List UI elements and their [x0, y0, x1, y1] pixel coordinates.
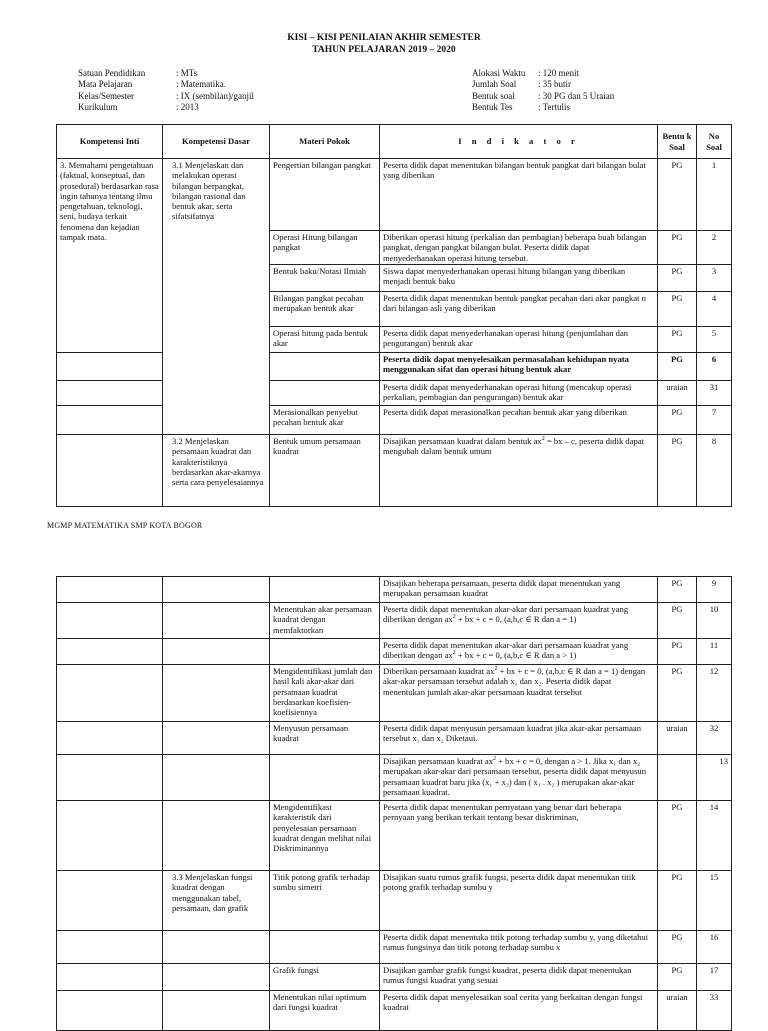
- cell-no: 1: [697, 159, 732, 231]
- cell-no: 8: [697, 435, 732, 507]
- cell-bentuk: PG: [658, 964, 697, 991]
- title-line-2: TAHUN PELAJARAN 2019 – 2020: [312, 45, 456, 55]
- cell-no: 14: [697, 801, 732, 871]
- superscript: 2: [541, 436, 545, 443]
- indikator-text: + bx + c = 0, (a,b,c ∈ R dan a = 1) dengan akar-akar persamaan tersebut adalah x₁ dan x₂. Peserta didik dapat menentukan jumlah akar-akar persamaan kuadrat tersebut: [383, 666, 646, 697]
- cell-indikator: Peserta didik dapat menyusun persamaan kuadrat jika akar-akar persamaan tersebut x₁ dan x₂ Diketaui.: [380, 722, 658, 755]
- cell-indikator: [380, 665, 658, 722]
- meta-value: : 2013: [176, 101, 199, 112]
- indikator-text: Peserta didik dapat menentukan akar-akar dari persamaan kuadrat yang diberikan dengan ax: [383, 640, 629, 661]
- meta-value: : IX (sembilan)/ganjil: [176, 90, 254, 101]
- table-row: [57, 577, 732, 603]
- table-row: [57, 931, 732, 964]
- cell-no: 16: [697, 931, 732, 964]
- cell-bentuk: PG: [658, 931, 697, 964]
- cell-bentuk: uraian: [658, 381, 697, 406]
- header-indikator: I n d i k a t o r: [380, 125, 658, 159]
- cell-no: 13: [697, 755, 732, 801]
- cell-ki-empty: [57, 964, 163, 991]
- cell-no: 11: [697, 639, 732, 665]
- cell-materi: Menyusun persamaan kuadrat: [270, 722, 380, 755]
- cell-no: 4: [697, 292, 732, 327]
- cell-kd-empty: [163, 665, 270, 722]
- cell-kd-3-2: 3.2 Menjelaskan persamaan kuadrat dan karakteristiknya berdasarkan akar-akarnya serta cara penyelesaiannya: [163, 435, 270, 507]
- meta-left: [78, 68, 254, 113]
- meta-label: Bentuk soal: [472, 90, 515, 101]
- table-row: [57, 665, 732, 722]
- kisi-table-page2: [56, 576, 732, 1031]
- cell-materi: Operasi hitung pada bentuk akar: [270, 327, 380, 353]
- cell-bentuk: PG: [658, 159, 697, 231]
- cell-bentuk: uraian: [658, 991, 697, 1031]
- cell-ki-empty: [57, 435, 163, 507]
- cell-indikator: Disajikan suatu rumus grafik fungsi, peserta didik dapat menentukan titik potong grafik terhadap sumbu y: [380, 871, 658, 931]
- cell-materi: Mengidentifikasi karakteristik dari penyelesaian persamaan kuadrat dengan melihat nilai Diskriminannya: [270, 801, 380, 871]
- cell-kd-empty: [163, 603, 270, 639]
- cell-no: 33: [697, 991, 732, 1031]
- cell-no: 12: [697, 665, 732, 722]
- cell-ki-empty: [57, 577, 163, 603]
- cell-bentuk: PG: [658, 353, 697, 381]
- meta-label: Satuan Pendidikan: [78, 68, 146, 78]
- table-row: [57, 353, 732, 381]
- cell-materi: Mengidentifikasi jumlah dan hasil kali akar-akar dari persamaan kuadrat berdasarkan koefisien-koefisiennya: [270, 665, 380, 722]
- header-materi-pokok: Materi Pokok: [270, 125, 380, 159]
- cell-no: 10: [697, 603, 732, 639]
- superscript: 2: [493, 756, 497, 763]
- cell-kd-empty: [163, 722, 270, 755]
- cell-bentuk: PG: [658, 327, 697, 353]
- cell-bentuk: PG: [658, 265, 697, 292]
- cell-indikator: [380, 755, 658, 801]
- cell-materi: Menentukan akar persamaan kuadrat dengan memfaktorkan: [270, 603, 380, 639]
- title-line-1: KISI – KISI PENILAIAN AKHIR SEMESTER: [287, 33, 481, 43]
- cell-no: 32: [697, 722, 732, 755]
- cell-kd-empty: [163, 964, 270, 991]
- cell-materi: [270, 931, 380, 964]
- cell-indikator: Peserta didik dapat menyelesaikan soal cerita yang berkaitan dengan fungsi kuadrat: [380, 991, 658, 1031]
- cell-bentuk: PG: [658, 435, 697, 507]
- header-kompetensi-inti: Kompetensi Inti: [57, 125, 163, 159]
- cell-bentuk: PG: [658, 292, 697, 327]
- table-row: [57, 159, 732, 231]
- cell-no: 15: [697, 871, 732, 931]
- cell-no: 5: [697, 327, 732, 353]
- table-row: [57, 603, 732, 639]
- table-header-row: [57, 125, 732, 159]
- cell-ki-empty: [57, 991, 163, 1031]
- table-row: [57, 406, 732, 435]
- meta-label: Mata Pelajaran: [78, 79, 133, 90]
- cell-materi: Bilangan pangkat pecahan merupakan bentuk akar: [270, 292, 380, 327]
- indikator-text: + bx + c = 0, (a,b,c ∈ R dan a = 1): [455, 614, 577, 625]
- cell-indikator: [380, 639, 658, 665]
- table-row: [57, 639, 732, 665]
- cell-materi: Pengertian bilangan pangkat: [270, 159, 380, 231]
- cell-ki-empty: [57, 639, 163, 665]
- cell-materi: Merasionalkan penyebut pecahan bentuk akar: [270, 406, 380, 435]
- meta-right: [472, 68, 614, 113]
- indikator-text: + bx + c = 0, (a,b,c ∈ R dan a > 1): [455, 650, 577, 661]
- cell-kd-3-1: 3.1 Menjelaskan dan melakukan operasi bilangan berpangkat, bilangan rasional dan bentuk akar, serta sifatsifatnya: [163, 159, 270, 435]
- meta-label: Jumlah Soal: [472, 79, 517, 90]
- cell-bentuk: PG: [658, 639, 697, 665]
- cell-kd-empty: [163, 755, 270, 801]
- meta-value: : 120 menit: [538, 68, 579, 78]
- cell-kd-empty: [163, 931, 270, 964]
- table-row: [57, 801, 732, 871]
- cell-bentuk: PG: [658, 801, 697, 871]
- cell-indikator: Siswa dapat menyederhanakan operasi hitung bilangan yang diberikan menjadi bentuk baku: [380, 265, 658, 292]
- cell-materi: Menentukan nilai optimum dari fungsi kuadrat: [270, 991, 380, 1031]
- indikator-text: = bx – c, peserta didik dapat mengubah dalam bentuk umum: [383, 436, 645, 457]
- cell-ki: 3. Memahami pengetahuan (faktual, konseptual, dan prosedural) berdasarkan rasa ingin tahunya tentang ilmu pengetahuan, teknologi, seni, budaya terkait fenomena dan kejadian tampak mata.: [57, 159, 163, 353]
- cell-bentuk: [658, 755, 697, 801]
- indikator-text: Peserta didik dapat menentukan akar-akar dari persamaan kuadrat yang diberikan dengan ax: [383, 604, 629, 625]
- cell-no: 6: [697, 353, 732, 381]
- indikator-text: + bx + c = 0, dengan a > 1. Jika x₁ dan x₂ merupakan akar-akar dari persamaan tersebut, peserta didik dapat menyusun persamaan kuadrat baru jika (x₁ + x₂) dan ( x₁ . x₂ ) merupakan akar-akar persamaan kuadrat.: [383, 756, 647, 797]
- cell-materi: [270, 381, 380, 406]
- cell-kd-empty: [163, 639, 270, 665]
- table-row: [57, 435, 732, 507]
- header-bentuk-soal: Bentu k Soal: [658, 125, 697, 159]
- table-row: [57, 722, 732, 755]
- cell-indikator: [380, 435, 658, 507]
- table-row: [57, 381, 732, 406]
- cell-ki-empty: [57, 353, 163, 381]
- cell-materi: Operasi Hitung bilangan pangkat: [270, 231, 380, 265]
- cell-bentuk: PG: [658, 577, 697, 603]
- header-no-soal: No Soal: [697, 125, 732, 159]
- cell-indikator: Disajikan beberapa persamaan, peserta didik dapat menentukan yang merupakan persamaan kuadrat: [380, 577, 658, 603]
- cell-materi: Bentuk baku/Notasi Ilmiah: [270, 265, 380, 292]
- cell-indikator: Disajikan gambar grafik fungsi kuadrat, peserta didik dapat menentukan rumus fungsi kuadrat yang sesuai: [380, 964, 658, 991]
- cell-indikator: Peserta didik dapat menentukan bentuk pangkat pecahan dari akar pangkat n dari bilangan asli yang diberikan: [380, 292, 658, 327]
- indikator-text: Disajikan persamaan kuadrat dalam bentuk ax: [383, 436, 542, 446]
- table-row: [57, 991, 732, 1031]
- cell-bentuk: PG: [658, 871, 697, 931]
- meta-label: Alokasi Waktu: [472, 68, 526, 78]
- cell-indikator: Peserta didik dapat menentuka titik potong terhadap sumbu y, yang diketahui rumus fungsinya dan titik potong terhadap sumbu x: [380, 931, 658, 964]
- cell-ki-empty: [57, 603, 163, 639]
- cell-indikator: Diberikan operasi hitung (perkalian dan pembagian) beberapa buah bilangan pangkat, dengan pangkat bilangan bulat. Peserta didik dapat menyederhanakan operasi hitung tersebut.: [380, 231, 658, 265]
- footer-text: MGMP MATEMATIKA SMP KOTA BOGOR: [47, 521, 203, 530]
- cell-materi: Bentuk umum persamaan kuadrat: [270, 435, 380, 507]
- cell-no: 31: [697, 381, 732, 406]
- cell-bentuk: PG: [658, 406, 697, 435]
- cell-materi: [270, 639, 380, 665]
- cell-no: 2: [697, 231, 732, 265]
- cell-kd-empty: [163, 801, 270, 871]
- cell-ki-empty: [57, 871, 163, 931]
- cell-bentuk: PG: [658, 665, 697, 722]
- meta-value: : Matematika.: [176, 79, 226, 90]
- cell-indikator: Peserta didik dapat merasionalkan pecahan bentuk akar yang diberikan: [380, 406, 658, 435]
- cell-ki-empty: [57, 931, 163, 964]
- cell-ki-empty: [57, 755, 163, 801]
- cell-ki-empty: [57, 381, 163, 406]
- cell-indikator: Peserta didik dapat menentukan pernyataan yang benar dari beberapa pernyaan yang berikan terkait tentang besar diskriminan,: [380, 801, 658, 871]
- cell-ki-empty: [57, 722, 163, 755]
- cell-indikator: Peserta didik dapat menyelesaikan permasalahan kehidupan nyata menggunakan sifat dan operasi hitung bentuk akar: [380, 353, 658, 381]
- cell-bentuk: uraian: [658, 722, 697, 755]
- meta-label: Kelas/Semester: [78, 90, 134, 101]
- superscript: 2: [494, 666, 498, 673]
- superscript: 2: [452, 650, 456, 657]
- table-row: [57, 755, 732, 801]
- cell-bentuk: PG: [658, 603, 697, 639]
- cell-materi: Titik potong grafik terhadap sumbu simetri: [270, 871, 380, 931]
- cell-materi: Grafik fungsi: [270, 964, 380, 991]
- cell-ki-empty: [57, 406, 163, 435]
- cell-no: 7: [697, 406, 732, 435]
- cell-bentuk: PG: [658, 231, 697, 265]
- cell-kd-3-3: 3.3 Menjelaskan fungsi kuadrat dengan menggunakan tabel, persamaan, dan grafik: [163, 871, 270, 931]
- meta-value: : 30 PG dan 5 Uraian: [538, 90, 615, 101]
- document-title: [0, 32, 768, 56]
- cell-materi: [270, 755, 380, 801]
- table-row: [57, 964, 732, 991]
- superscript: 2: [452, 614, 456, 621]
- meta-value: : 35 butir: [538, 79, 571, 90]
- cell-indikator: Peserta didik dapat menyederhanakan operasi hitung (penjumlahan dan pengurangan) bentuk akar: [380, 327, 658, 353]
- cell-kd-empty: [163, 577, 270, 603]
- indikator-text: Diberikan persamaan kuadrat ax: [383, 666, 495, 676]
- cell-no: 9: [697, 577, 732, 603]
- cell-kd-empty: [163, 991, 270, 1031]
- cell-indikator: [380, 603, 658, 639]
- cell-ki-empty: [57, 665, 163, 722]
- cell-materi: [270, 353, 380, 381]
- cell-materi: [270, 577, 380, 603]
- cell-no: 3: [697, 265, 732, 292]
- header-kompetensi-dasar: Kompetensi Dasar: [163, 125, 270, 159]
- meta-value: : MTs: [176, 68, 198, 78]
- cell-ki-empty: [57, 801, 163, 871]
- cell-no: 17: [697, 964, 732, 991]
- cell-indikator: Peserta didik dapat menyederhanakan operasi hitung (mencakup operasi perkalian, pembagian dan pengurangan) bentuk akar: [380, 381, 658, 406]
- table-row: [57, 871, 732, 931]
- indikator-text: Disajikan persamaan kuadrat ax: [383, 756, 494, 766]
- meta-label: Bentuk Tes: [472, 101, 513, 112]
- cell-indikator: Peserta didik dapat menentukan bilangan bentuk pangkat dari bilangan bulat yang diberikan: [380, 159, 658, 231]
- meta-value: : Tertulis: [538, 101, 570, 112]
- meta-label: Kurikulum: [78, 101, 118, 112]
- kisi-table-page1: [56, 124, 732, 507]
